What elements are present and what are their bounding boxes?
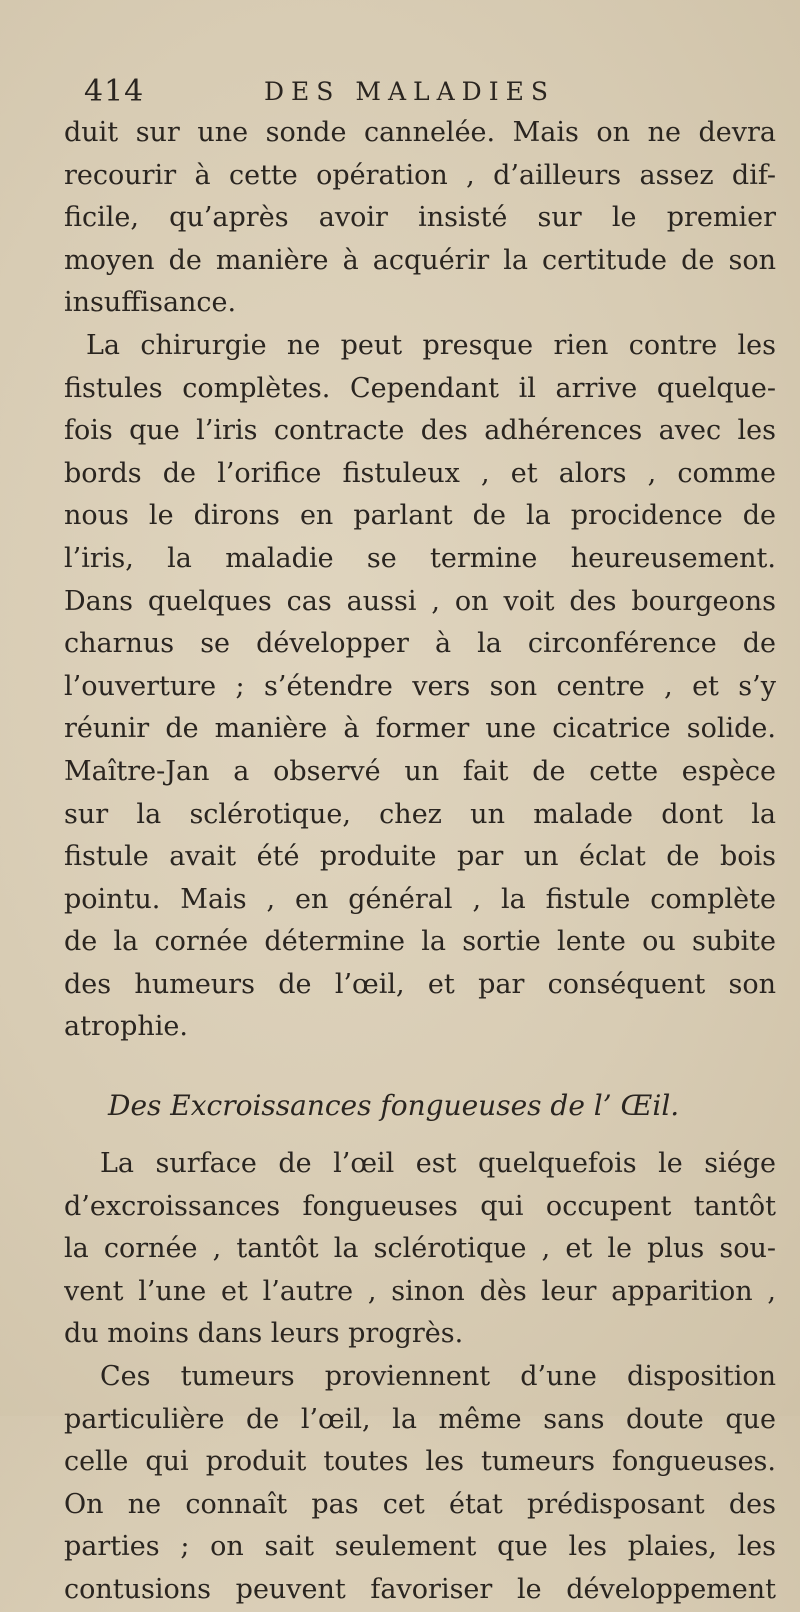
text-line: du moins dans leurs progrès. (64, 1318, 464, 1350)
text-line: ficile, qu’après avoir insisté sur le premier (64, 202, 776, 234)
running-head (84, 72, 784, 112)
text-line: d’excroissances fongueuses qui occupent tantôt (64, 1190, 776, 1222)
text-line: Ces tumeurs proviennent d’une disposition (100, 1361, 776, 1393)
page-number: 414 (84, 74, 145, 109)
text-line: fistules complètes. Cependant il arrive quelque- (64, 372, 776, 404)
text-line: insuffisance. (64, 287, 237, 319)
text-line: pointu. Mais , en général , la fistule complète (64, 883, 776, 915)
text-line: recourir à cette opération , d’ailleurs assez dif- (64, 159, 776, 191)
text-line: charnus se développer à la circonférence de (64, 628, 776, 660)
text-line: contusions peuvent favoriser le développement (64, 1574, 776, 1605)
section-heading: Des Excroissances fongueuses de l’ Œil. (108, 1089, 680, 1123)
text-line: de la cornée détermine la sortie lente ou subite (64, 926, 776, 958)
text-line: On ne connaît pas cet état prédisposant des (64, 1488, 776, 1520)
text-line: vent l’une et l’autre , sinon dès leur apparition , (64, 1275, 776, 1307)
text-line: La surface de l’œil est quelquefois le siége (100, 1148, 776, 1180)
running-title: DES MALADIES (264, 77, 555, 106)
text-line: La chirurgie ne peut presque rien contre les (86, 329, 776, 361)
text-line: celle qui produit toutes les tumeurs fongueuses. (64, 1446, 776, 1478)
text-line: l’ouverture ; s’étendre vers son centre , et s’y (64, 670, 776, 702)
text-line: duit sur une sonde cannelée. Mais on ne devra (64, 117, 776, 148)
text-line: Dans quelques cas aussi , on voit des bourgeons (64, 585, 776, 617)
text-line: parties ; on sait seulement que les plaies, les (64, 1531, 776, 1563)
text-line: nous le dirons en parlant de la procidence de (64, 500, 776, 532)
text-line: la cornée , tantôt la sclérotique , et le plus sou- (64, 1233, 776, 1265)
text-line: moyen de manière à acquérir la certitude de son (64, 244, 776, 276)
body-text (64, 112, 776, 1612)
text-line: fistule avait été produite par un éclat de bois (64, 841, 776, 873)
text-line: réunir de manière à former une cicatrice solide. (64, 713, 776, 745)
text-line: atrophie. (64, 1011, 188, 1043)
text-line: fois que l’iris contracte des adhérences avec les (64, 415, 776, 447)
text-line: particulière de l’œil, la même sans doute que (64, 1403, 776, 1435)
text-line: des humeurs de l’œil, et par conséquent son (64, 968, 776, 1000)
text-line: sur la sclérotique, chez un malade dont la (64, 798, 776, 830)
text-line: bords de l’orifice fistuleux , et alors , comme (64, 457, 776, 489)
text-line: Maître-Jan a observé un fait de cette espèce (64, 755, 776, 787)
text-line: l’iris, la maladie se termine heureusement. (64, 542, 776, 574)
